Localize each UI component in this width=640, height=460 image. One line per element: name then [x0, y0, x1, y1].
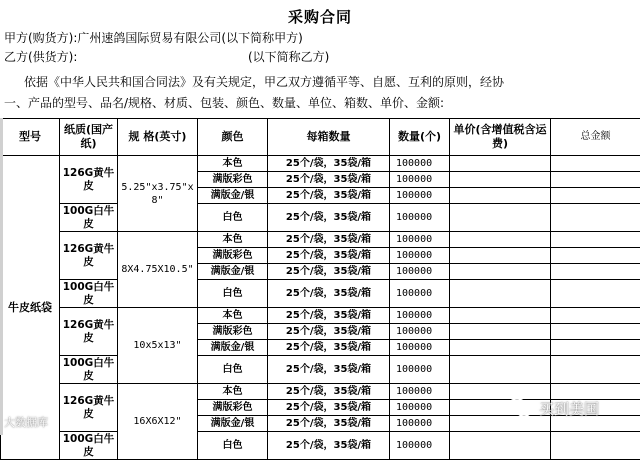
color-cell: 白色 — [198, 280, 268, 308]
qty-cell: 100000 — [390, 324, 450, 340]
color-cell: 满版金/银 — [198, 340, 268, 356]
qty-cell: 100000 — [390, 232, 450, 248]
per-box-cell: 25个/袋，35袋/箱 — [268, 324, 390, 340]
color-cell: 白色 — [198, 204, 268, 232]
unit-price-cell — [450, 340, 551, 356]
per-box-cell: 25个/袋，35袋/箱 — [268, 188, 390, 204]
total-cell — [551, 172, 640, 188]
item-heading: 一、产品的型号、品名/规格、材质、包装、颜色、数量、单位、箱数、单价、金额: — [4, 94, 444, 111]
header-color: 颜色 — [198, 119, 268, 156]
color-cell: 本色 — [198, 156, 268, 172]
total-cell — [551, 264, 640, 280]
qty-cell: 100000 — [390, 280, 450, 308]
per-box-cell: 25个/袋，35袋/箱 — [268, 416, 390, 432]
watermark-right-text: 买到美国 — [539, 398, 599, 419]
per-box-cell: 25个/袋，35袋/箱 — [268, 384, 390, 400]
watermark-right — [507, 396, 599, 420]
spec-cell: 8X4.75X10.5" — [118, 232, 198, 308]
unit-price-cell — [450, 264, 551, 280]
unit-price-cell — [450, 248, 551, 264]
per-box-cell: 25个/袋，35袋/箱 — [268, 248, 390, 264]
qty-cell: 100000 — [390, 416, 450, 432]
color-cell: 满版彩色 — [198, 248, 268, 264]
qty-cell: 100000 — [390, 356, 450, 384]
unit-price-cell — [450, 280, 551, 308]
unit-price-cell — [450, 232, 551, 248]
qty-cell: 100000 — [390, 264, 450, 280]
header-total: 总金额 — [551, 119, 640, 156]
material-cell: 100G白牛皮 — [60, 432, 118, 460]
unit-price-cell — [450, 432, 551, 460]
header-unit-price: 单价(含增值税含运费) — [450, 119, 551, 156]
per-box-cell: 25个/袋，35袋/箱 — [268, 172, 390, 188]
total-cell — [551, 232, 640, 248]
per-box-cell: 25个/袋，35袋/箱 — [268, 156, 390, 172]
unit-price-cell — [450, 204, 551, 232]
table-row — [1, 204, 640, 232]
header-per-box: 每箱数量 — [268, 119, 390, 156]
unit-price-cell — [450, 308, 551, 324]
qty-cell: 100000 — [390, 156, 450, 172]
total-cell — [551, 248, 640, 264]
color-cell: 本色 — [198, 232, 268, 248]
per-box-cell: 25个/袋，35袋/箱 — [268, 400, 390, 416]
table-header-row — [1, 119, 640, 156]
color-cell: 满版彩色 — [198, 400, 268, 416]
color-cell: 满版金/银 — [198, 416, 268, 432]
total-cell — [551, 340, 640, 356]
color-cell: 满版彩色 — [198, 324, 268, 340]
product-name-cell: 牛皮纸袋 — [1, 156, 60, 460]
total-cell — [551, 280, 640, 308]
color-cell: 白色 — [198, 432, 268, 460]
unit-price-cell — [450, 356, 551, 384]
color-cell: 满版彩色 — [198, 172, 268, 188]
total-cell — [551, 432, 640, 460]
per-box-cell: 25个/袋，35袋/箱 — [268, 308, 390, 324]
qty-cell: 100000 — [390, 340, 450, 356]
per-box-cell: 25个/袋，35袋/箱 — [268, 264, 390, 280]
table-row — [1, 232, 640, 248]
table-row — [1, 432, 640, 460]
material-cell: 126G黄牛皮 — [60, 232, 118, 280]
contract-title: 采购合同 — [0, 6, 640, 27]
per-box-cell: 25个/袋，35袋/箱 — [268, 232, 390, 248]
color-cell: 满版金/银 — [198, 188, 268, 204]
table-row — [1, 356, 640, 384]
color-cell: 满版金/银 — [198, 264, 268, 280]
qty-cell: 100000 — [390, 432, 450, 460]
per-box-cell: 25个/袋，35袋/箱 — [268, 280, 390, 308]
wechat-icon — [507, 398, 533, 418]
table-row — [1, 308, 640, 324]
total-cell — [551, 188, 640, 204]
spec-cell: 5.25"x3.75"x 8" — [118, 156, 198, 232]
material-cell: 100G白牛皮 — [60, 356, 118, 384]
header-model: 型号 — [1, 119, 60, 156]
total-cell — [551, 156, 640, 172]
party-b-tail: (以下简称乙方) — [248, 48, 329, 65]
qty-cell: 100000 — [390, 400, 450, 416]
per-box-cell: 25个/袋，35袋/箱 — [268, 204, 390, 232]
total-cell — [551, 308, 640, 324]
material-cell: 126G黄牛皮 — [60, 384, 118, 432]
color-cell: 本色 — [198, 308, 268, 324]
spec-cell: 10x5x13" — [118, 308, 198, 384]
table-row — [1, 280, 640, 308]
table-row — [1, 156, 640, 172]
unit-price-cell — [450, 324, 551, 340]
material-cell: 126G黄牛皮 — [60, 308, 118, 356]
qty-cell: 100000 — [390, 308, 450, 324]
unit-price-cell — [450, 188, 551, 204]
party-a-line: 甲方(购货方):广州速鸽国际贸易有限公司(以下简称甲方) — [4, 29, 303, 46]
header-qty: 数量(个) — [390, 119, 450, 156]
unit-price-cell — [450, 156, 551, 172]
total-cell — [551, 324, 640, 340]
intro-paragraph: 依据《中华人民共和国合同法》及有关规定，甲乙双方遵循平等、自愿、互利的原则，经协 — [24, 73, 504, 90]
color-cell: 本色 — [198, 384, 268, 400]
qty-cell: 100000 — [390, 172, 450, 188]
qty-cell: 100000 — [390, 248, 450, 264]
spec-cell: 16X6X12" — [118, 384, 198, 460]
party-b-line — [4, 48, 77, 65]
unit-price-cell — [450, 172, 551, 188]
total-cell — [551, 204, 640, 232]
per-box-cell: 25个/袋，35袋/箱 — [268, 356, 390, 384]
row-header-strip — [0, 118, 3, 435]
per-box-cell: 25个/袋，35袋/箱 — [268, 340, 390, 356]
total-cell — [551, 356, 640, 384]
per-box-cell: 25个/袋，35袋/箱 — [268, 432, 390, 460]
header-spec: 规 格(英寸) — [118, 119, 198, 156]
qty-cell: 100000 — [390, 204, 450, 232]
qty-cell: 100000 — [390, 384, 450, 400]
color-cell: 白色 — [198, 356, 268, 384]
material-cell: 100G白牛皮 — [60, 204, 118, 232]
watermark-left: 大数据库 — [4, 414, 48, 430]
header-material: 纸质(国产纸) — [60, 119, 118, 156]
qty-cell: 100000 — [390, 188, 450, 204]
material-cell: 126G黄牛皮 — [60, 156, 118, 204]
material-cell: 100G白牛皮 — [60, 280, 118, 308]
party-b-label: 乙方(供货方): — [4, 50, 77, 64]
